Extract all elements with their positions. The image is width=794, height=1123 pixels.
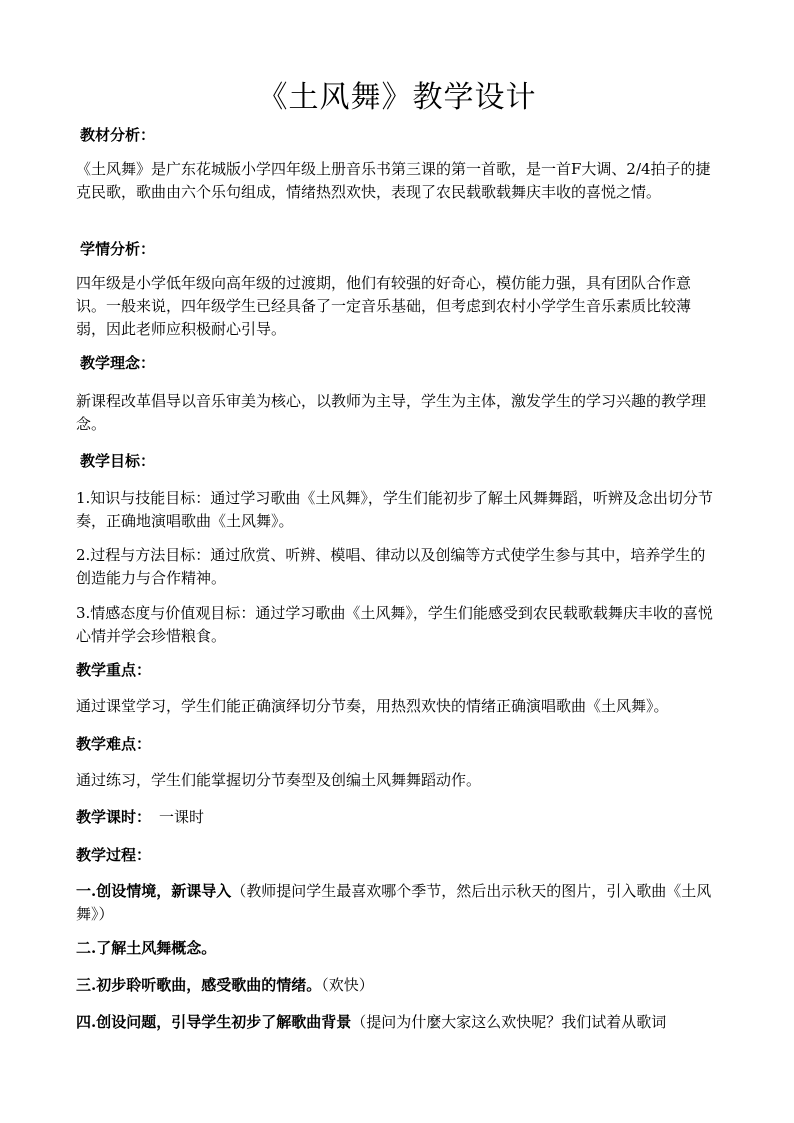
process-step-1-text: （教师提问学生最喜欢哪个季节，然后出示秋天的图片，引入歌曲《土风舞》） [76,882,712,923]
document-title: 《土风舞》教学设计 [257,80,537,115]
teaching-goal-3: 3.情感态度与价值观目标：通过学习歌曲《土风舞》，学生们能感受到农民载歌载舞庆丰收的喜悦心情并学会珍惜粮食。 [76,604,713,645]
process-step-1-title: 一.创设情境，新课导入 [76,882,232,900]
teaching-concept-heading: 教学理念： [80,354,156,372]
teaching-key-points-text: 通过课堂学习，学生们能正确演绎切分节奏，用热烈欢快的情绪正确演唱歌曲《土风舞》。 [76,697,669,715]
teaching-concept-text: 新课程改革倡导以音乐审美为核心，以教师为主导，学生为主体，激发学生的学习兴趣的教学理念。 [76,392,707,433]
teaching-key-points-heading: 教学重点： [76,661,152,679]
teaching-goal-1: 1.知识与技能目标：通过学习歌曲《土风舞》，学生们能初步了解土风舞舞蹈，听辨及念出切分节奏，正确地演唱歌曲《土风舞》。 [76,489,713,530]
learner-analysis-heading: 学情分析： [80,240,156,258]
process-step-2-title: 二.了解土风舞概念。 [76,939,217,957]
process-step-4 [76,1011,736,1034]
teaching-difficulties-text: 通过练习，学生们能掌握切分节奏型及创编土风舞舞蹈动作。 [76,771,482,789]
process-step-1 [76,880,718,926]
teaching-goals-heading: 教学目标： [80,452,156,470]
teaching-hours-heading: 教学课时： [76,808,152,826]
teaching-difficulties-heading: 教学难点： [76,735,152,753]
process-step-4-text: （提问为什麼大家这么欢快呢？我们试着从歌词 [351,1013,667,1031]
teaching-process-heading: 教学过程： [76,846,152,864]
process-step-3 [76,974,718,997]
teaching-hours-line [76,806,718,829]
process-step-3-title: 三.初步聆听歌曲，感受歌曲的情绪。 [76,976,322,994]
material-analysis-heading: 教材分析： [80,126,156,144]
teaching-hours-text: 一课时 [159,808,205,826]
process-step-4-title: 四.创设问题，引导学生初步了解歌曲背景 [76,1013,352,1031]
process-step-2 [76,937,718,960]
process-step-3-text: （欢快） [321,976,374,994]
material-analysis-text: 《土风舞》是广东花城版小学四年级上册音乐书第三课的第一首歌，是一首F大调、2/4拍子的捷克民歌，歌曲由六个乐句组成，情绪热烈欢快，表现了农民载歌载舞庆丰收的喜悦之情。 [76,160,711,201]
teaching-goal-2: 2.过程与方法目标：通过欣赏、听辨、模唱、律动以及创编等方式使学生参与其中，培养学生的创造能力与合作精神。 [76,546,706,587]
learner-analysis-text: 四年级是小学低年级向高年级的过渡期，他们有较强的好奇心，模仿能力强，具有团队合作意识。一般来说，四年级学生已经具备了一定音乐基础，但考虑到农村小学学生音乐素质比较薄弱，因此老师应积极耐心引导。 [76,274,692,338]
